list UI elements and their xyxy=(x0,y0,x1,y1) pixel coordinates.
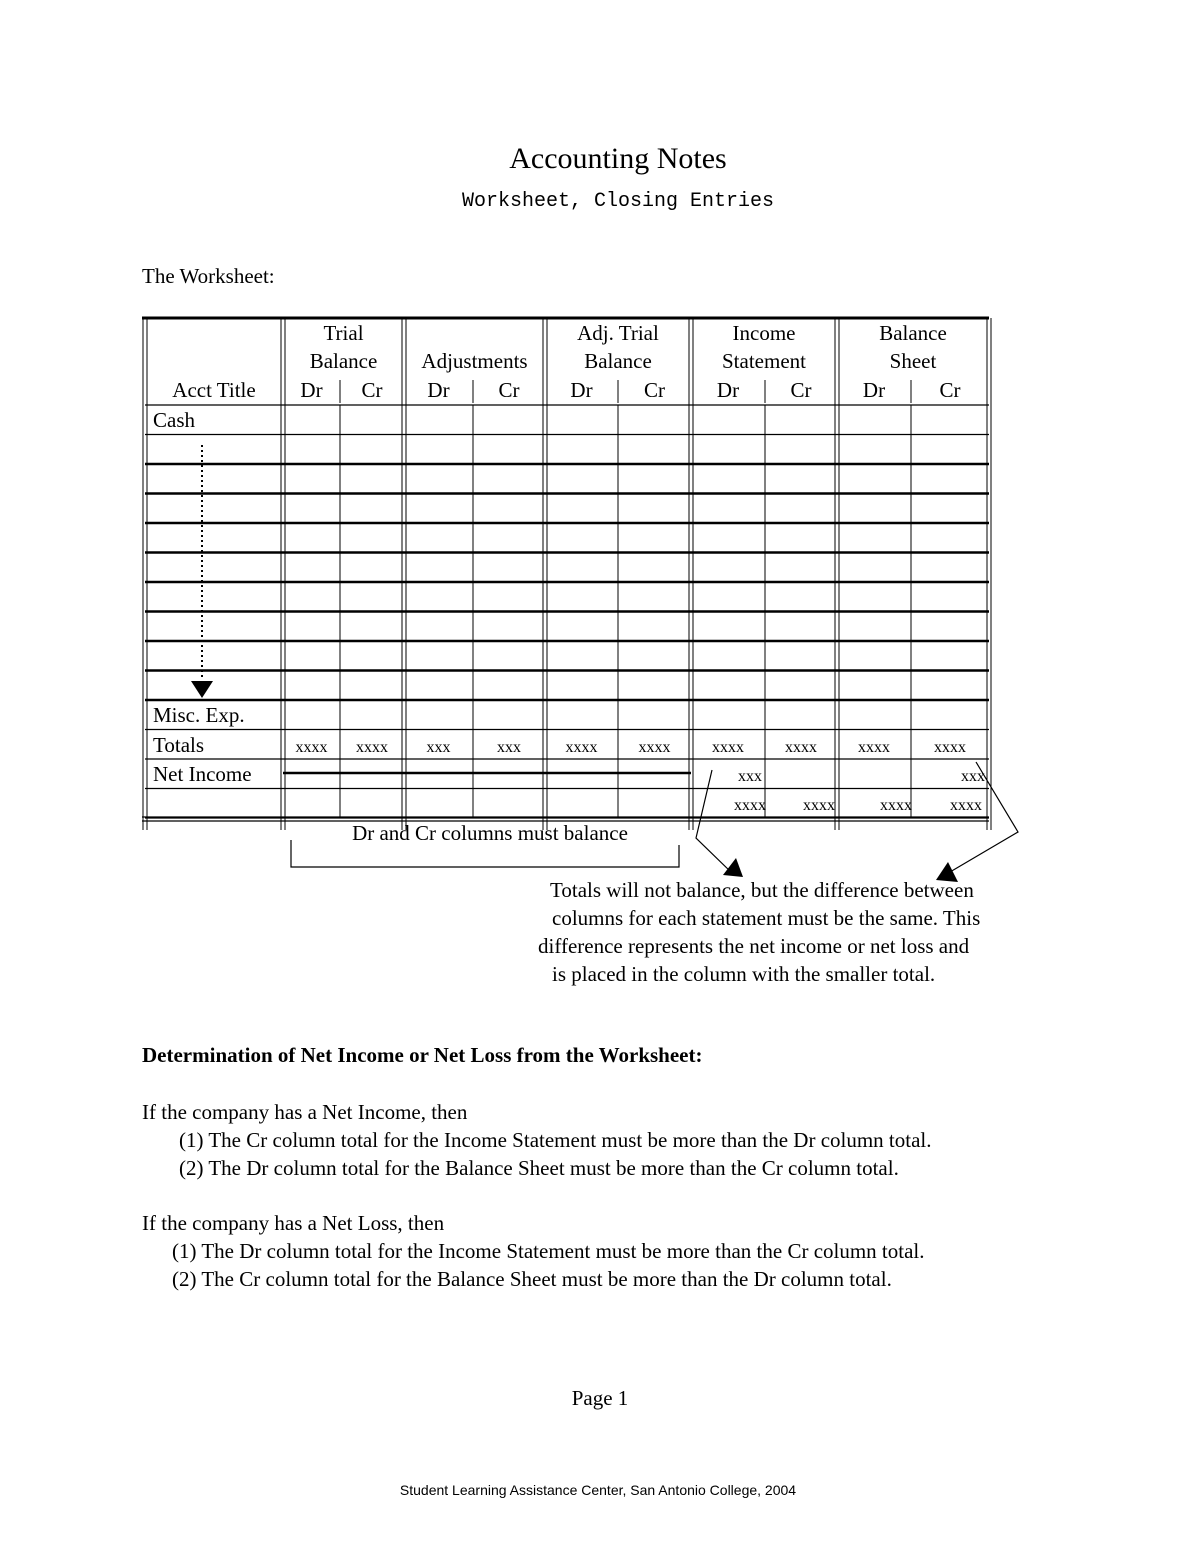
group-header-line1: Adj. Trial xyxy=(577,321,659,345)
page-footer: Student Learning Assistance Center, San Antonio College, 2004 xyxy=(399,1482,797,1498)
callout-note xyxy=(536,876,980,988)
group-header-line2: Adjustments xyxy=(421,349,528,373)
group-header-line1: Trial xyxy=(323,321,364,345)
worksheet-label: The Worksheet: xyxy=(142,264,275,288)
net-income-rules xyxy=(142,1098,932,1182)
cr-header: Cr xyxy=(361,378,383,402)
page-number: Page 1 xyxy=(571,1386,629,1410)
cr-header: Cr xyxy=(939,378,961,402)
net-income-rule-1: (1) The Cr column total for the Income Statement must be more than the Dr column total. xyxy=(179,1128,932,1152)
totals-value: xxxx xyxy=(934,739,966,756)
cr-header: Cr xyxy=(498,378,520,402)
cr-header: Cr xyxy=(790,378,812,402)
group-header-line2: Sheet xyxy=(889,349,937,373)
final-total-value: xxxx xyxy=(803,797,835,814)
group-header-line2: Balance xyxy=(309,349,378,373)
totals-value: xxx xyxy=(426,739,451,756)
dr-header: Dr xyxy=(300,378,323,402)
totals-label: Totals xyxy=(153,733,205,757)
balance-note: Dr and Cr columns must balance xyxy=(352,821,628,845)
net-loss-rule-2: (2) The Cr column total for the Balance Sheet must be more than the Dr column total. xyxy=(172,1267,892,1291)
group-header-line1: Balance xyxy=(879,321,947,345)
dr-header: Dr xyxy=(427,378,450,402)
totals-value: xxxx xyxy=(712,739,744,756)
acct-title-header: Acct Title xyxy=(172,378,256,402)
page-subtitle: Worksheet, Closing Entries xyxy=(461,190,775,213)
net-income-label: Net Income xyxy=(153,762,252,786)
totals-value: xxxx xyxy=(785,739,817,756)
final-total-value: xxxx xyxy=(950,797,982,814)
down-arrow-icon xyxy=(191,681,213,698)
totals-value: xxxx xyxy=(356,739,388,756)
determination-heading: Determination of Net Income or Net Loss from the Worksheet: xyxy=(142,1043,703,1067)
final-total-value: xxxx xyxy=(880,797,912,814)
net-income-intro: If the company has a Net Income, then xyxy=(142,1100,468,1124)
callout-line: columns for each statement must be the same. This xyxy=(552,906,981,930)
page-title: Accounting Notes xyxy=(509,142,727,175)
totals-value: xxxx xyxy=(295,739,328,756)
net-income-rule-2: (2) The Dr column total for the Balance Sheet must be more than the Cr column total. xyxy=(179,1156,899,1180)
callout-line: Totals will not balance, but the difference between xyxy=(550,878,974,902)
net-income-value: xxx xyxy=(738,768,762,785)
totals-value: xxxx xyxy=(638,739,671,756)
first-account-label: Cash xyxy=(153,408,195,432)
dr-header: Dr xyxy=(570,378,593,402)
net-loss-rule-1: (1) The Dr column total for the Income Statement must be more than the Cr column total. xyxy=(172,1239,925,1263)
totals-value: xxxx xyxy=(858,739,890,756)
callout-line: is placed in the column with the smaller total. xyxy=(552,962,936,986)
dr-header: Dr xyxy=(862,378,886,402)
final-total-value: xxxx xyxy=(734,797,766,814)
net-loss-rules xyxy=(142,1209,925,1293)
group-header-line2: Balance xyxy=(584,349,652,373)
net-income-value: xxx xyxy=(961,768,985,785)
last-account-label: Misc. Exp. xyxy=(153,703,245,727)
group-header-line1: Income xyxy=(732,321,796,345)
group-header-line2: Statement xyxy=(722,349,806,373)
cr-header: Cr xyxy=(644,378,665,402)
totals-value: xxxx xyxy=(565,739,598,756)
totals-value: xxx xyxy=(497,739,521,756)
net-loss-intro: If the company has a Net Loss, then xyxy=(142,1211,445,1235)
callout-line: difference represents the net income or net loss and xyxy=(538,934,970,958)
dr-header: Dr xyxy=(716,378,740,402)
callout-pointer-left xyxy=(696,770,733,874)
